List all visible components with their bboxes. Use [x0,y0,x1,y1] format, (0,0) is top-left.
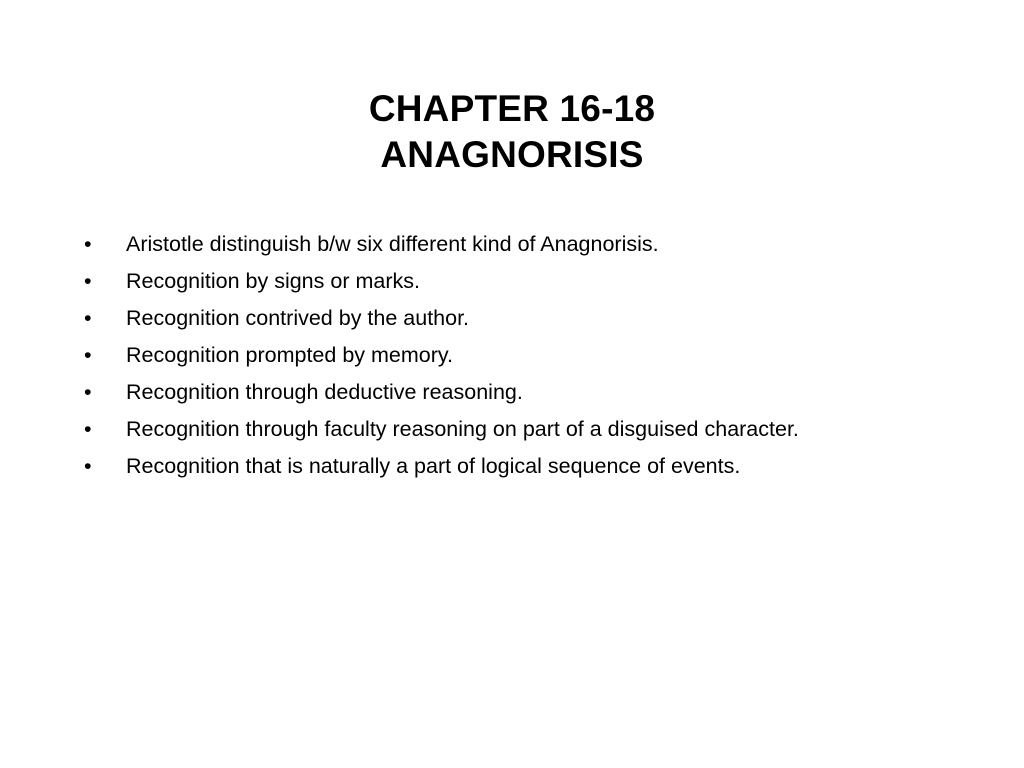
list-item [84,374,994,411]
list-item-text: Recognition contrived by the author. [126,306,470,330]
list-item-text: Recognition prompted by memory. [126,343,454,367]
bullet-icon: • [84,232,92,256]
list-item-text: Recognition by signs or marks. [126,269,420,293]
list-item-text: Recognition through deductive reasoning. [126,380,523,404]
list-item-text: Aristotle distinguish b/w six different kind of Anagnorisis. [126,232,659,256]
slide-title [0,86,1024,178]
list-item [84,448,994,485]
list-item [84,226,994,263]
list-item [84,411,994,448]
list-item-text: Recognition through faculty reasoning on part of a disguised character. [126,417,799,441]
bullet-icon: • [84,454,92,478]
bullet-list [84,226,994,485]
bullet-icon: • [84,417,92,441]
list-item [84,337,994,374]
list-item [84,263,994,300]
bullet-icon: • [84,343,92,367]
bullet-icon: • [84,306,92,330]
list-item-text: Recognition that is naturally a part of logical sequence of events. [126,454,741,478]
title-line-1: CHAPTER 16-18 [368,88,656,129]
bullet-icon: • [84,380,92,404]
title-line-2: ANAGNORISIS [380,134,644,175]
list-item [84,300,994,337]
bullet-icon: • [84,269,92,293]
